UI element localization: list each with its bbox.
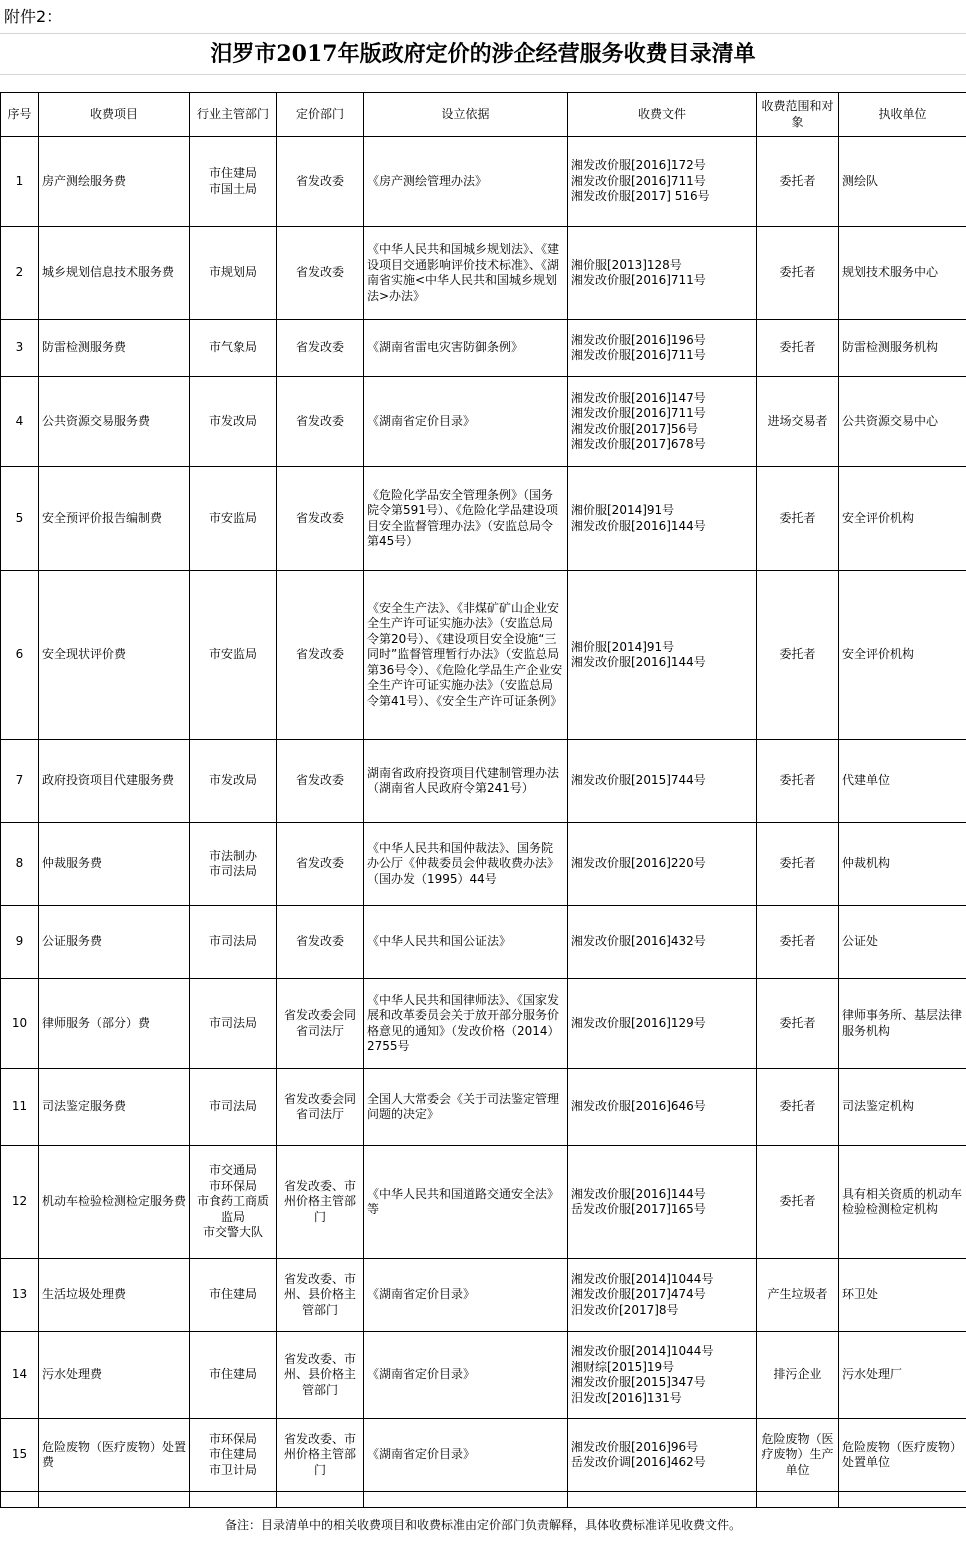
cell-item: 政府投资项目代建服务费 bbox=[39, 740, 190, 823]
fee-table bbox=[0, 92, 966, 1508]
page-title: 汨罗市2017年版政府定价的涉企经营服务收费目录清单 bbox=[210, 41, 756, 67]
cell-unit: 安全评价机构 bbox=[839, 467, 966, 571]
cell-scope: 危险废物（医疗废物）生产单位 bbox=[757, 1419, 839, 1492]
cell-pricing: 省发改委 bbox=[277, 137, 364, 227]
cell-no: 14 bbox=[1, 1332, 39, 1419]
cell-dept: 市环保局 市住建局 市卫计局 bbox=[190, 1419, 277, 1492]
cell-scope: 排污企业 bbox=[757, 1332, 839, 1419]
cell-no: 9 bbox=[1, 906, 39, 979]
cell-unit: 公证处 bbox=[839, 906, 966, 979]
cell-no: 8 bbox=[1, 823, 39, 906]
cell-no: 11 bbox=[1, 1069, 39, 1146]
cell-no: 6 bbox=[1, 571, 39, 740]
cell-item: 机动车检验检测检定服务费 bbox=[39, 1146, 190, 1259]
cell-basis: 《湖南省定价目录》 bbox=[364, 377, 568, 467]
table-row bbox=[1, 1419, 966, 1492]
cell-basis: 《中华人民共和国律师法》、《国家发展和改革委员会关于放开部分服务价格意见的通知》（发改价格（2014）2755号 bbox=[364, 979, 568, 1069]
cell-basis: 《中华人民共和国道路交通安全法》等 bbox=[364, 1146, 568, 1259]
cell-basis: 《危险化学品安全管理条例》（国务院令第591号）、《危险化学品建设项目安全监督管理办法》（安监总局令第45号） bbox=[364, 467, 568, 571]
cell-unit: 防雷检测服务机构 bbox=[839, 320, 966, 377]
header-item: 收费项目 bbox=[39, 93, 190, 137]
cell-basis: 全国人大常委会《关于司法鉴定管理问题的决定》 bbox=[364, 1069, 568, 1146]
cell-docs: 湘价服[2013]128号 湘发改价服[2016]711号 bbox=[568, 227, 757, 320]
table-row bbox=[1, 137, 966, 227]
cell-item: 安全现状评价费 bbox=[39, 571, 190, 740]
cell-unit: 律师事务所、基层法律服务机构 bbox=[839, 979, 966, 1069]
cell-dept: 市住建局 市国土局 bbox=[190, 137, 277, 227]
cell-dept: 市气象局 bbox=[190, 320, 277, 377]
header-dept: 行业主管部门 bbox=[190, 93, 277, 137]
cell-no: 10 bbox=[1, 979, 39, 1069]
cell-no: 13 bbox=[1, 1259, 39, 1332]
cell-dept: 市规划局 bbox=[190, 227, 277, 320]
footnote: 备注：目录清单中的相关收费项目和收费标准由定价部门负责解释，具体收费标准详见收费文件。 bbox=[224, 1518, 741, 1532]
cell-pricing: 省发改委 bbox=[277, 571, 364, 740]
cell-docs: 湘发改价服[2016]129号 bbox=[568, 979, 757, 1069]
cell-unit: 公共资源交易中心 bbox=[839, 377, 966, 467]
cell-no: 3 bbox=[1, 320, 39, 377]
cell-no: 1 bbox=[1, 137, 39, 227]
table-row bbox=[1, 1069, 966, 1146]
cell-item: 城乡规划信息技术服务费 bbox=[39, 227, 190, 320]
cell-dept: 市交通局 市环保局 市食药工商质监局 市交警大队 bbox=[190, 1146, 277, 1259]
table-row bbox=[1, 320, 966, 377]
cell-unit: 仲裁机构 bbox=[839, 823, 966, 906]
header-row bbox=[1, 93, 966, 137]
cell-basis: 《中华人民共和国仲裁法》、国务院办公厅《仲裁委员会仲裁收费办法》（国办发（1995）44号 bbox=[364, 823, 568, 906]
cell-basis: 《中华人民共和国公证法》 bbox=[364, 906, 568, 979]
cell-scope: 委托者 bbox=[757, 979, 839, 1069]
cell-scope: 委托者 bbox=[757, 740, 839, 823]
cell-item: 安全预评价报告编制费 bbox=[39, 467, 190, 571]
cell-docs: 湘发改价服[2016]220号 bbox=[568, 823, 757, 906]
cell-docs: 湘发改价服[2016]172号 湘发改价服[2016]711号 湘发改价服[2017] 516号 bbox=[568, 137, 757, 227]
cell-item: 仲裁服务费 bbox=[39, 823, 190, 906]
cell-unit: 具有相关资质的机动车检验检测检定机构 bbox=[839, 1146, 966, 1259]
cell-basis: 《中华人民共和国城乡规划法》、《建设项目交通影响评价技术标准》、《湖南省实施<中华人民共和国城乡规划法>办法》 bbox=[364, 227, 568, 320]
table-row bbox=[1, 227, 966, 320]
table-row bbox=[1, 979, 966, 1069]
cell-docs: 湘发改价服[2016]432号 bbox=[568, 906, 757, 979]
cell-no: 5 bbox=[1, 467, 39, 571]
cell-docs: 湘发改价服[2016]147号 湘发改价服[2016]711号 湘发改价服[2017]56号 湘发改价服[2017]678号 bbox=[568, 377, 757, 467]
cell-unit: 安全评价机构 bbox=[839, 571, 966, 740]
table-row bbox=[1, 1332, 966, 1419]
header-no: 序号 bbox=[1, 93, 39, 137]
cell-scope: 委托者 bbox=[757, 320, 839, 377]
table-row bbox=[1, 1146, 966, 1259]
annex-label: 附件2： bbox=[4, 7, 63, 26]
cell-no: 15 bbox=[1, 1419, 39, 1492]
cell-unit: 代建单位 bbox=[839, 740, 966, 823]
cell-docs: 湘发改价服[2016]96号 岳发改价调[2016]462号 bbox=[568, 1419, 757, 1492]
cell-pricing: 省发改委、市州、县价格主管部门 bbox=[277, 1259, 364, 1332]
header-pricing: 定价部门 bbox=[277, 93, 364, 137]
cell-pricing: 省发改委 bbox=[277, 467, 364, 571]
cell-pricing: 省发改委 bbox=[277, 320, 364, 377]
cell-no: 7 bbox=[1, 740, 39, 823]
table-row bbox=[1, 571, 966, 740]
cell-dept: 市发改局 bbox=[190, 377, 277, 467]
header-basis: 设立依据 bbox=[364, 93, 568, 137]
cell-basis: 《湖南省雷电灾害防御条例》 bbox=[364, 320, 568, 377]
cell-dept: 市司法局 bbox=[190, 979, 277, 1069]
cell-item: 防雷检测服务费 bbox=[39, 320, 190, 377]
cell-scope: 委托者 bbox=[757, 571, 839, 740]
table-row bbox=[1, 906, 966, 979]
cell-unit: 危险废物（医疗废物）处置单位 bbox=[839, 1419, 966, 1492]
cell-no: 2 bbox=[1, 227, 39, 320]
cell-basis: 《湖南省定价目录》 bbox=[364, 1259, 568, 1332]
table-row bbox=[1, 823, 966, 906]
cell-docs: 湘发改价服[2016]196号 湘发改价服[2016]711号 bbox=[568, 320, 757, 377]
cell-unit: 司法鉴定机构 bbox=[839, 1069, 966, 1146]
cell-docs: 湘发改价服[2016]646号 bbox=[568, 1069, 757, 1146]
cell-dept: 市安监局 bbox=[190, 467, 277, 571]
cell-dept: 市住建局 bbox=[190, 1332, 277, 1419]
cell-dept: 市发改局 bbox=[190, 740, 277, 823]
cell-pricing: 省发改委 bbox=[277, 906, 364, 979]
cell-unit: 测绘队 bbox=[839, 137, 966, 227]
blank-row bbox=[1, 1492, 966, 1508]
cell-scope: 产生垃圾者 bbox=[757, 1259, 839, 1332]
cell-pricing: 省发改委 bbox=[277, 227, 364, 320]
cell-unit: 环卫处 bbox=[839, 1259, 966, 1332]
cell-pricing: 省发改委、市州价格主管部门 bbox=[277, 1146, 364, 1259]
cell-docs: 湘发改价服[2015]744号 bbox=[568, 740, 757, 823]
cell-pricing: 省发改委、市州价格主管部门 bbox=[277, 1419, 364, 1492]
cell-pricing: 省发改委 bbox=[277, 823, 364, 906]
table-row bbox=[1, 740, 966, 823]
cell-scope: 委托者 bbox=[757, 1069, 839, 1146]
cell-basis: 《安全生产法》、《非煤矿矿山企业安全生产许可证实施办法》（安监总局令第20号）、《建设项目安全设施“三同时”监督管理暂行办法》（安监总局第36号令）、《危险化学品生产企业安全生产许可证实施办法》（安监总局令第41号）、《安全生产许可证条例》 bbox=[364, 571, 568, 740]
cell-dept: 市法制办 市司法局 bbox=[190, 823, 277, 906]
cell-item: 公共资源交易服务费 bbox=[39, 377, 190, 467]
cell-item: 危险废物（医疗废物）处置费 bbox=[39, 1419, 190, 1492]
header-scope: 收费范围和对象 bbox=[757, 93, 839, 137]
cell-docs: 湘发改价服[2014]1044号 湘发改价服[2017]474号 汨发改价[2017]8号 bbox=[568, 1259, 757, 1332]
cell-item: 房产测绘服务费 bbox=[39, 137, 190, 227]
cell-docs: 湘价服[2014]91号 湘发改价服[2016]144号 bbox=[568, 571, 757, 740]
cell-basis: 《湖南省定价目录》 bbox=[364, 1332, 568, 1419]
cell-dept: 市住建局 bbox=[190, 1259, 277, 1332]
cell-no: 12 bbox=[1, 1146, 39, 1259]
cell-scope: 委托者 bbox=[757, 137, 839, 227]
cell-item: 公证服务费 bbox=[39, 906, 190, 979]
cell-item: 司法鉴定服务费 bbox=[39, 1069, 190, 1146]
cell-pricing: 省发改委 bbox=[277, 377, 364, 467]
header-unit: 执收单位 bbox=[839, 93, 966, 137]
table-row bbox=[1, 377, 966, 467]
cell-unit: 污水处理厂 bbox=[839, 1332, 966, 1419]
cell-basis: 《房产测绘管理办法》 bbox=[364, 137, 568, 227]
cell-dept: 市安监局 bbox=[190, 571, 277, 740]
cell-scope: 进场交易者 bbox=[757, 377, 839, 467]
table-row bbox=[1, 467, 966, 571]
cell-basis: 《湖南省定价目录》 bbox=[364, 1419, 568, 1492]
cell-unit: 规划技术服务中心 bbox=[839, 227, 966, 320]
cell-item: 生活垃圾处理费 bbox=[39, 1259, 190, 1332]
cell-dept: 市司法局 bbox=[190, 1069, 277, 1146]
cell-pricing: 省发改委 bbox=[277, 740, 364, 823]
cell-pricing: 省发改委会同省司法厅 bbox=[277, 979, 364, 1069]
cell-scope: 委托者 bbox=[757, 906, 839, 979]
cell-basis: 湖南省政府投资项目代建制管理办法（湖南省人民政府令第241号） bbox=[364, 740, 568, 823]
cell-pricing: 省发改委会同省司法厅 bbox=[277, 1069, 364, 1146]
cell-scope: 委托者 bbox=[757, 467, 839, 571]
cell-scope: 委托者 bbox=[757, 1146, 839, 1259]
cell-docs: 湘价服[2014]91号 湘发改价服[2016]144号 bbox=[568, 467, 757, 571]
cell-pricing: 省发改委、市州、县价格主管部门 bbox=[277, 1332, 364, 1419]
cell-docs: 湘发改价服[2016]144号 岳发改价服[2017]165号 bbox=[568, 1146, 757, 1259]
cell-scope: 委托者 bbox=[757, 823, 839, 906]
table-row bbox=[1, 1259, 966, 1332]
cell-docs: 湘发改价服[2014]1044号 湘财综[2015]19号 湘发改价服[2015]347号 汨发改[2016]131号 bbox=[568, 1332, 757, 1419]
cell-item: 律师服务（部分）费 bbox=[39, 979, 190, 1069]
cell-dept: 市司法局 bbox=[190, 906, 277, 979]
cell-item: 污水处理费 bbox=[39, 1332, 190, 1419]
header-docs: 收费文件 bbox=[568, 93, 757, 137]
cell-no: 4 bbox=[1, 377, 39, 467]
cell-scope: 委托者 bbox=[757, 227, 839, 320]
